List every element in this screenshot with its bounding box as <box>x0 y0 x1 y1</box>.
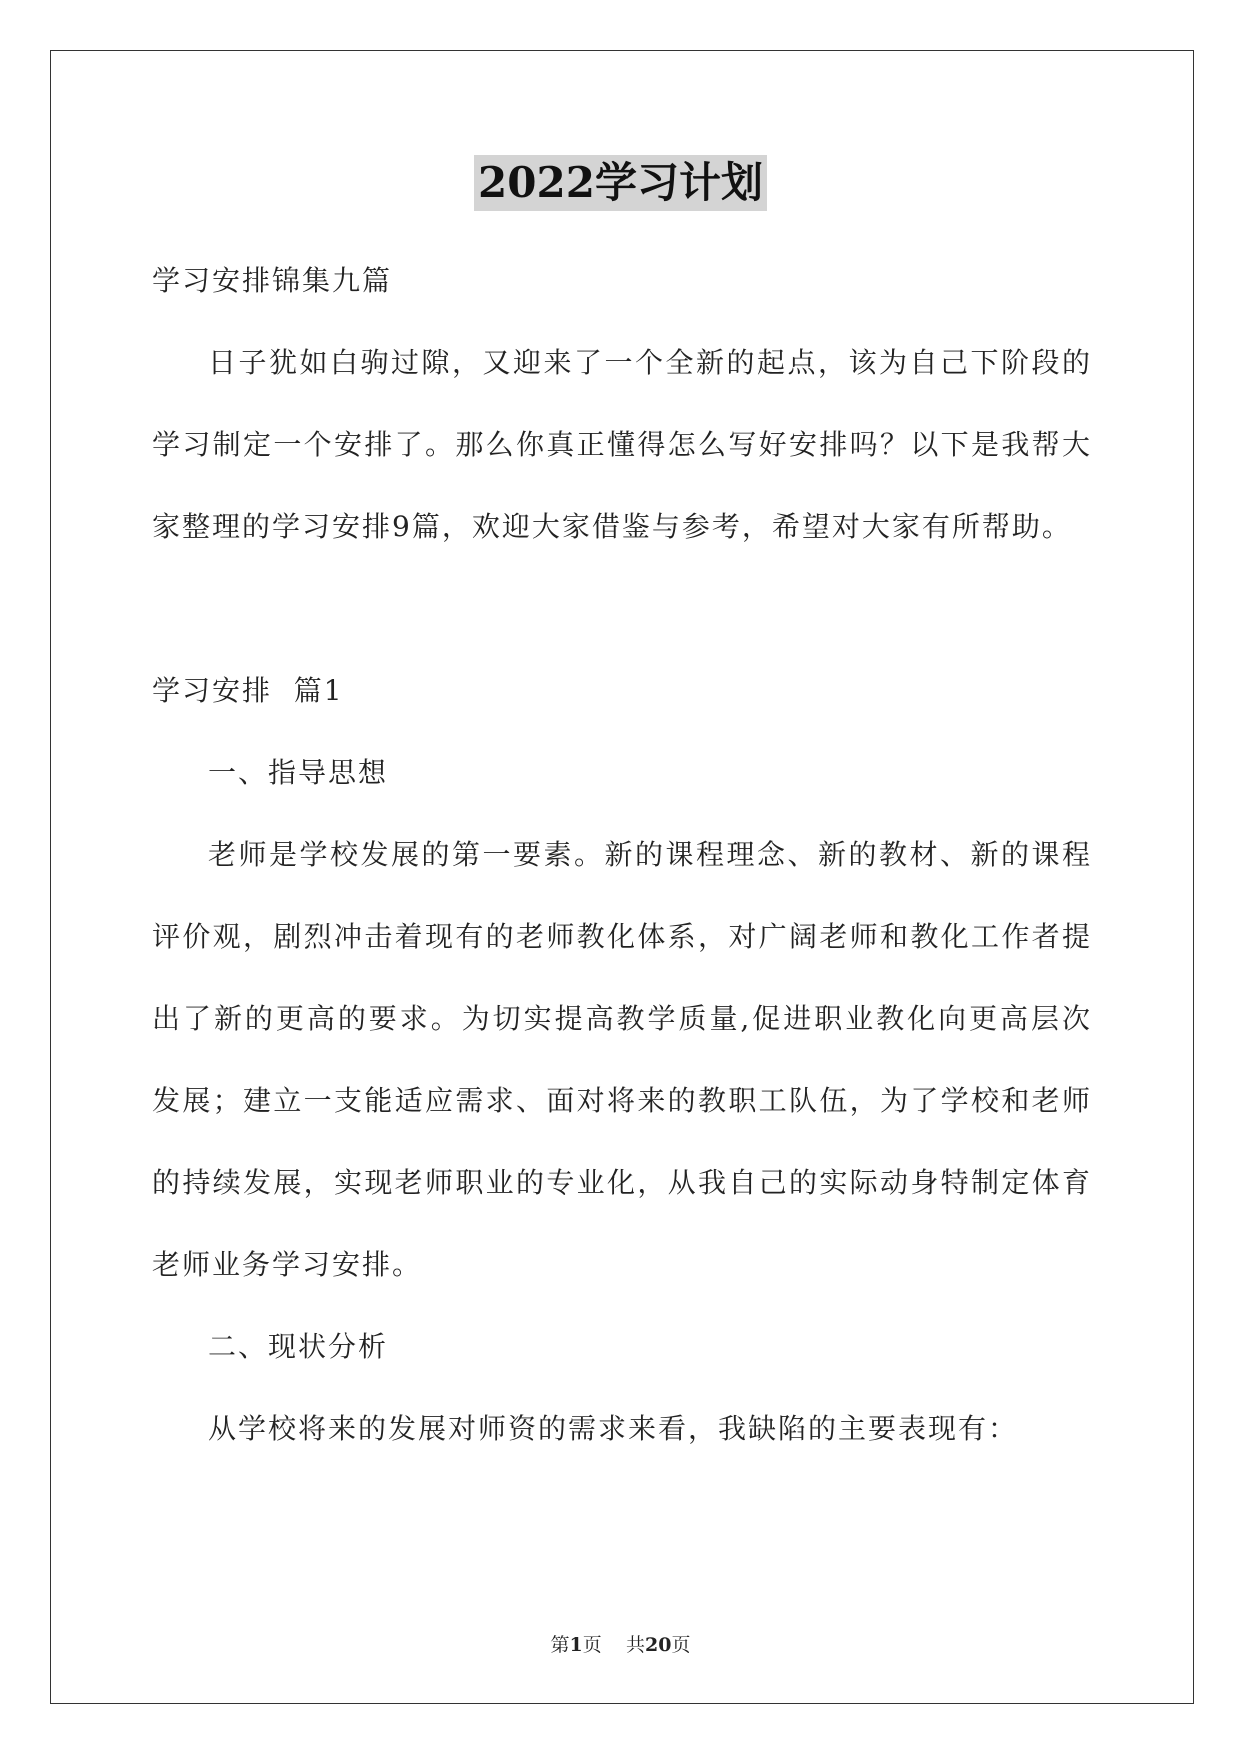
total-prefix: 共 <box>625 1634 645 1656</box>
document-title: 2022学习计划 <box>474 155 767 211</box>
document-subtitle: 学习安排锦集九篇 <box>152 264 393 297</box>
title-container <box>0 155 1241 211</box>
section-title: 学习安排 篇1 <box>152 674 344 707</box>
total-pages: 20 <box>644 1634 672 1656</box>
document-body <box>152 240 1092 1470</box>
page-suffix: 页 <box>582 1634 602 1656</box>
paragraph-guiding-ideology: 老师是学校发展的第一要素。新的课程理念、新的教材、新的课程评价观，剧烈冲击着现有的老师教化体系，对广阔老师和教化工作者提出了新的更高的要求。为切实提高教学质量,促进职业教化向更高层次发展；建立一支能适应需求、面对将来的教职工队伍，为了学校和老师的持续发展，实现老师职业的专业化，从我自己的实际动身特制定体育老师业务学习安排。 <box>152 838 1092 1281</box>
page-number: 1 <box>569 1634 583 1656</box>
spacer <box>152 568 1092 650</box>
heading-guiding-ideology: 一、指导思想 <box>208 756 389 789</box>
paragraph-status-analysis: 从学校将来的发展对师资的需求来看，我缺陷的主要表现有： <box>208 1412 1019 1445</box>
total-suffix: 页 <box>671 1634 691 1656</box>
heading-status-analysis: 二、现状分析 <box>208 1330 389 1363</box>
intro-paragraph: 日子犹如白驹过隙，又迎来了一个全新的起点，该为自己下阶段的学习制定一个安排了。那么你真正懂得怎么写好安排吗？以下是我帮大家整理的学习安排9篇，欢迎大家借鉴与参考，希望对大家有所帮助。 <box>152 346 1092 543</box>
page-prefix: 第 <box>550 1634 570 1656</box>
page-footer <box>0 1630 1241 1657</box>
